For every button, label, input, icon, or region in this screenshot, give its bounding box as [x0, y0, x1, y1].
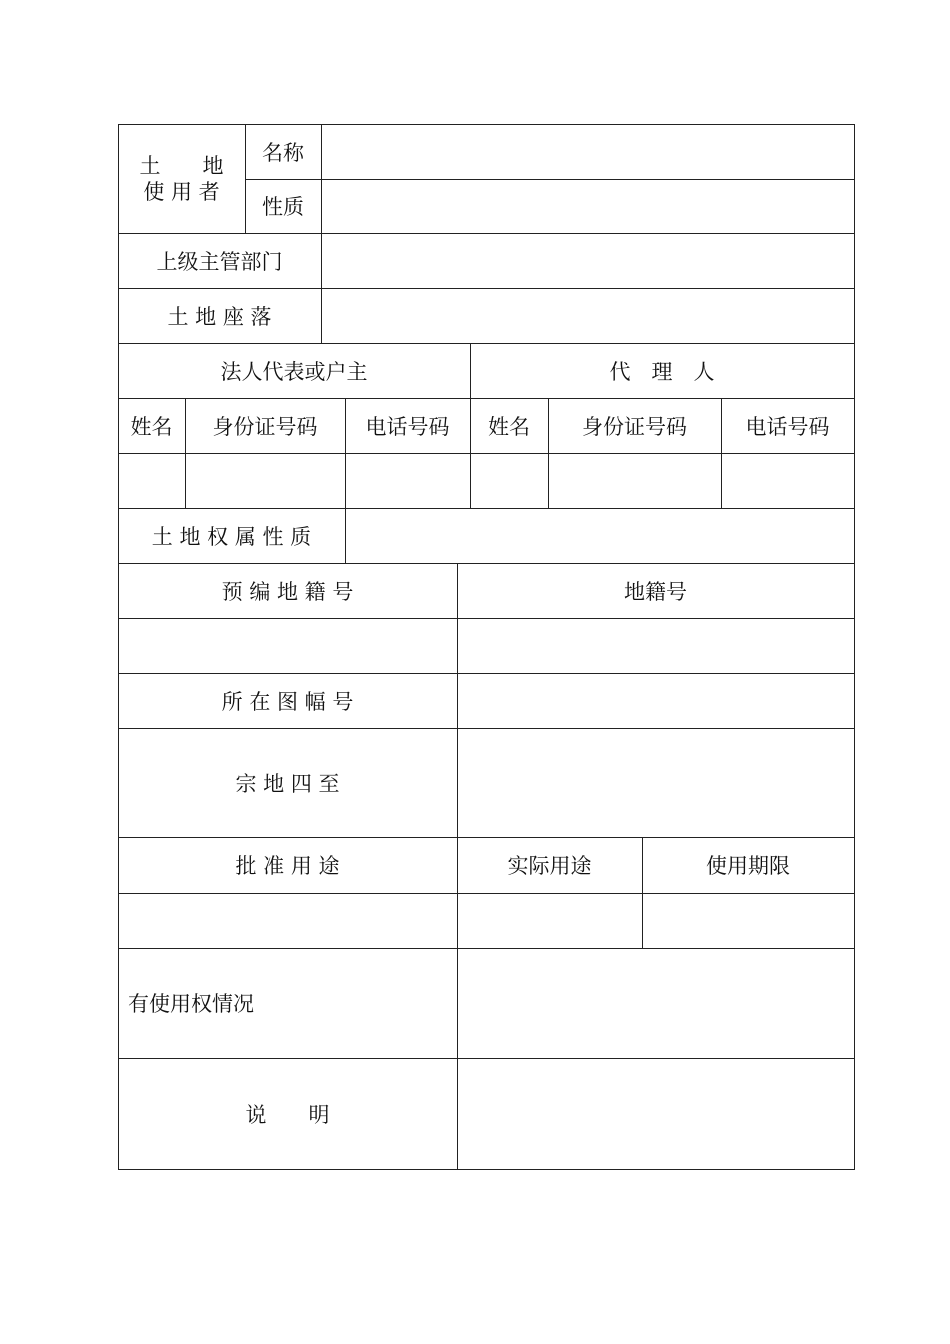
name-field[interactable] [322, 125, 854, 179]
agent-id-header: 身份证号码 [582, 414, 687, 439]
superior-dept-label: 上级主管部门 [156, 249, 283, 274]
rep-id-field[interactable] [186, 454, 345, 508]
rep-id-header: 身份证号码 [212, 414, 318, 439]
remarks-label: 说 明 [245, 1102, 330, 1127]
nature-label: 性质 [262, 195, 304, 219]
rep-name-header: 姓名 [130, 414, 173, 439]
agent-phone-header: 电话号码 [745, 414, 830, 439]
ownership-nature-label: 土 地 权 属 性 质 [151, 524, 312, 549]
map-sheet-label: 所 在 图 幅 号 [221, 689, 354, 714]
cadastral-header: 地籍号 [624, 579, 687, 604]
approved-use-header: 批 准 用 途 [235, 854, 340, 878]
rule [118, 1169, 855, 1170]
use-rights-label: 有使用权情况 [128, 992, 254, 1016]
agent-phone-field[interactable] [722, 454, 854, 508]
legal-rep-header: 法人代表或户主 [220, 359, 368, 384]
approved-use-field[interactable] [119, 894, 457, 948]
location-label: 土 地 座 落 [167, 304, 272, 329]
pre-cadastral-header: 预 编 地 籍 号 [221, 579, 354, 604]
agent-header: 代 理 人 [609, 359, 715, 384]
agent-name-header: 姓名 [488, 414, 530, 439]
actual-use-field[interactable] [458, 894, 642, 948]
land-user-label-line1: 土 地 [139, 153, 224, 178]
name-label: 名称 [262, 140, 304, 165]
use-term-header: 使用期限 [706, 854, 790, 878]
location-field[interactable] [322, 289, 854, 343]
agent-id-field[interactable] [549, 454, 721, 508]
boundaries-field[interactable] [458, 729, 854, 837]
agent-name-field[interactable] [471, 454, 548, 508]
rep-phone-header: 电话号码 [365, 414, 450, 439]
rule [854, 124, 855, 1170]
rep-name-field[interactable] [119, 454, 185, 508]
rep-phone-field[interactable] [346, 454, 470, 508]
land-user-label [118, 124, 245, 233]
actual-use-header: 实际用途 [507, 854, 592, 878]
cadastral-field[interactable] [458, 619, 854, 673]
use-term-field[interactable] [643, 894, 854, 948]
land-user-label-line2: 使 用 者 [143, 179, 220, 204]
use-rights-field[interactable] [458, 949, 854, 1058]
superior-dept-field[interactable] [322, 234, 854, 288]
pre-cadastral-field[interactable] [119, 619, 457, 673]
ownership-nature-field[interactable] [346, 509, 854, 563]
map-sheet-field[interactable] [458, 674, 854, 728]
remarks-field[interactable] [458, 1059, 854, 1169]
nature-field[interactable] [322, 180, 854, 233]
boundaries-label: 宗 地 四 至 [235, 771, 340, 796]
